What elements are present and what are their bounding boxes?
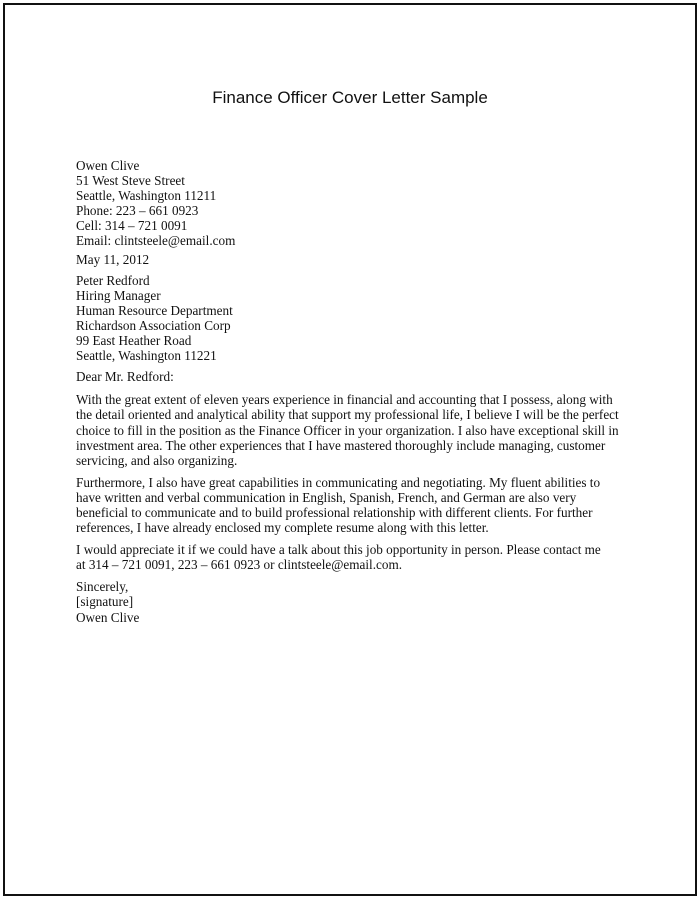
recipient-company: Richardson Association Corp [76, 317, 231, 333]
sender-name: Owen Clive [76, 158, 140, 173]
paragraph-line: the detail oriented and analytical ability that support my professional life, I believe I will be the perfect [76, 407, 619, 423]
recipient-address [76, 273, 636, 364]
closing-name: Owen Clive [76, 609, 140, 625]
sender-email: Email: clintsteele@email.com [76, 233, 236, 249]
letter-date: May 11, 2012 [76, 251, 150, 267]
paragraph-1 [76, 392, 636, 467]
valediction: Sincerely, [76, 579, 129, 595]
paragraph-line: investment area. The other experiences that I have mastered thoroughly include managing, customer [76, 437, 606, 453]
paragraph-line: With the great extent of eleven years experience in financial and accounting that I possess, along with [76, 392, 613, 408]
paragraph-line: Furthermore, I also have great capabilities in communicating and negotiating. My fluent abilities to [76, 474, 601, 490]
recipient-title: Hiring Manager [76, 287, 161, 303]
paragraph-2 [76, 475, 636, 535]
recipient-name: Peter Redford [76, 272, 150, 288]
paragraph-line: beneficial to communicate and to build professional relationship with different clients. For further [76, 504, 593, 520]
recipient-street: 99 East Heather Road [76, 333, 192, 349]
paragraph-line: choice to fill in the position as the Finance Officer in your organization. I also have exceptional skill in [76, 422, 619, 438]
salutation: Dear Mr. Redford: [76, 369, 174, 385]
letter-body [76, 158, 636, 625]
paragraph-line: at 314 – 721 0091, 223 – 661 0923 or clintsteele@email.com. [76, 557, 403, 573]
closing-block [76, 579, 636, 624]
document-title: Finance Officer Cover Letter Sample [212, 88, 488, 107]
sender-phone: Phone: 223 – 661 0923 [76, 203, 199, 219]
paragraph-3 [76, 542, 636, 572]
paragraph-line: have written and verbal communication in English, Spanish, French, and German are also very [76, 489, 577, 505]
salutation-block [76, 369, 636, 384]
signature-placeholder: [signature] [76, 594, 134, 610]
sender-address [76, 158, 636, 249]
recipient-department: Human Resource Department [76, 302, 233, 318]
paragraph-line: servicing, and also organizing. [76, 452, 238, 468]
sender-cell: Cell: 314 – 721 0091 [76, 218, 188, 234]
paragraph-line: I would appreciate it if we could have a talk about this job opportunity in person. Please contact me [76, 542, 601, 558]
recipient-city: Seattle, Washington 11221 [76, 348, 217, 364]
sender-street: 51 West Steve Street [76, 173, 185, 189]
sender-city: Seattle, Washington 11211 [76, 188, 217, 204]
paragraph-line: references, I have already enclosed my complete resume along with this letter. [76, 520, 489, 536]
letter-date-block [76, 252, 636, 267]
